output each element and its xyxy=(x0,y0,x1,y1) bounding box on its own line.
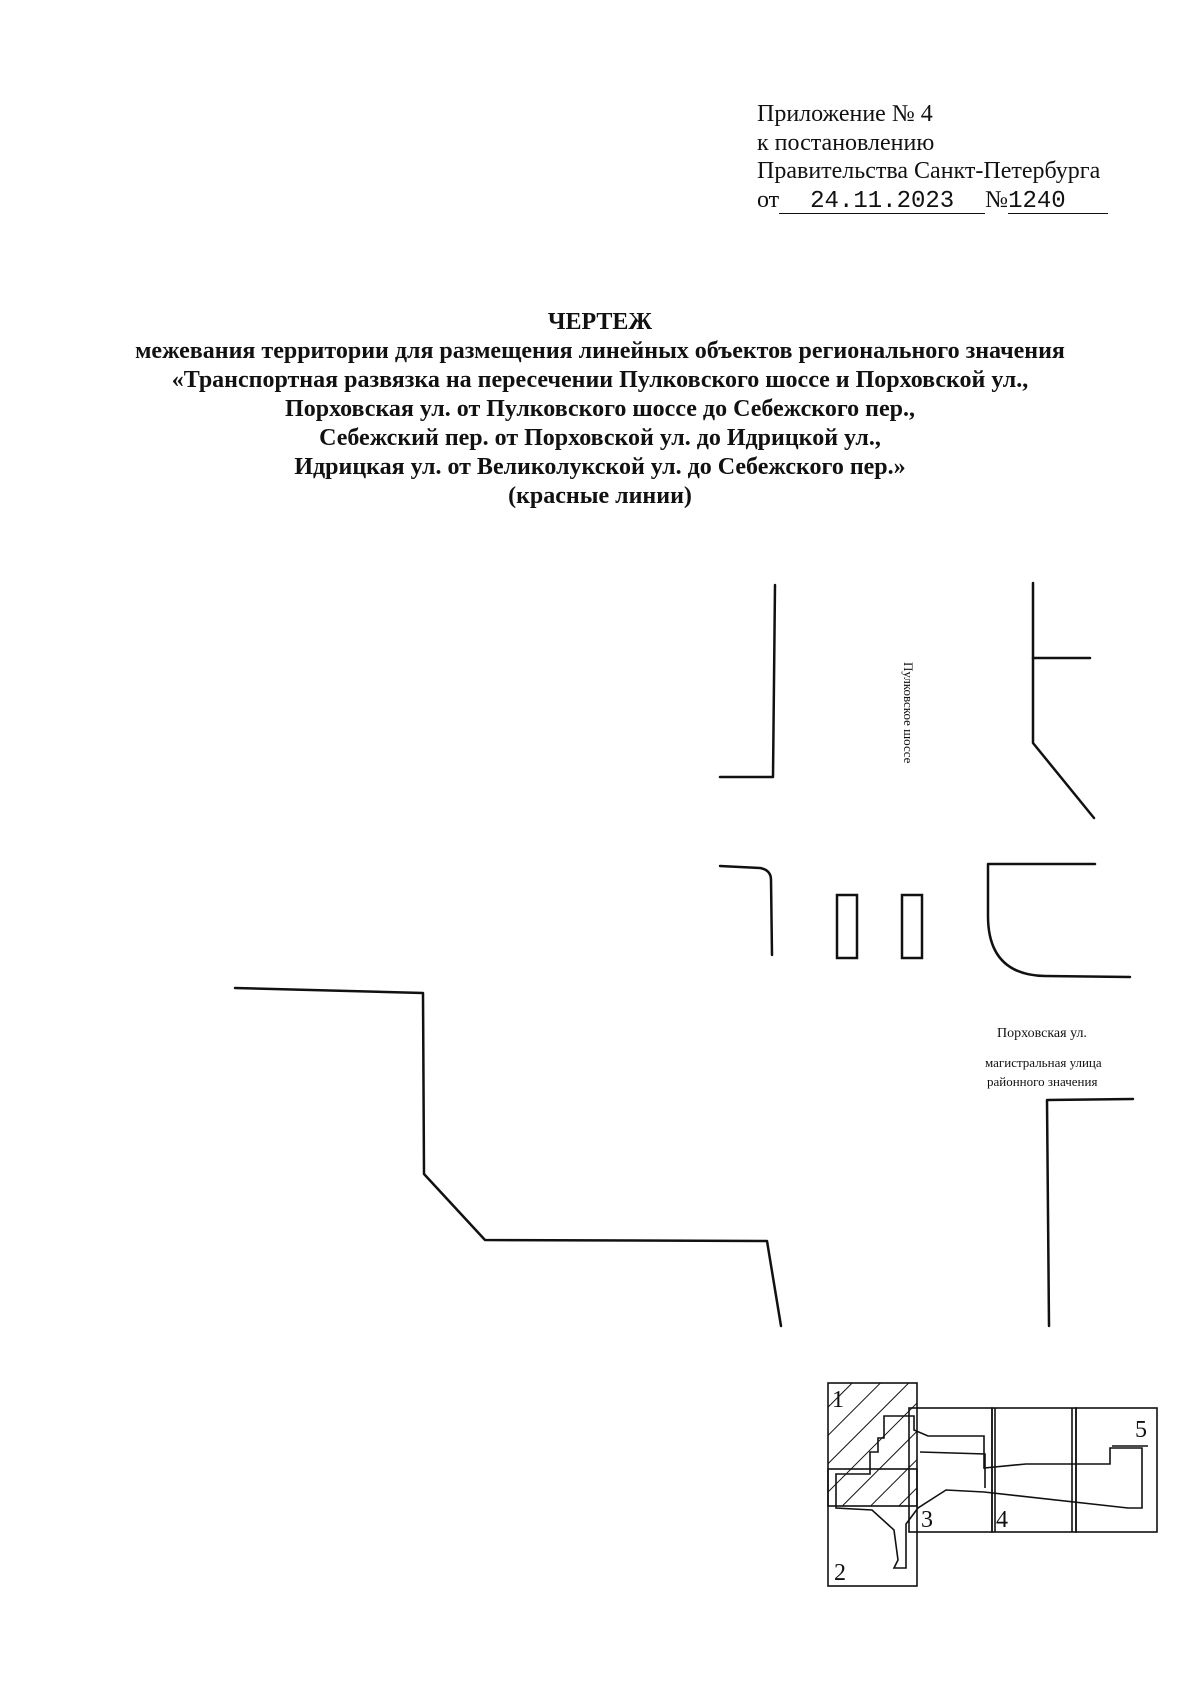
red-lines xyxy=(235,583,1133,1326)
title-line: межевания территории для размещения линейных объектов регионального значения xyxy=(135,338,1065,364)
title-heading: ЧЕРТЕЖ xyxy=(547,309,653,335)
median-island xyxy=(902,895,922,958)
title-line: (красные линии) xyxy=(508,483,692,509)
sheet-number-3: 3 xyxy=(921,1507,933,1533)
sheet-key-map xyxy=(828,1383,1157,1586)
decree-number: 1240 xyxy=(1008,191,1108,214)
red-line-north-west xyxy=(720,585,775,777)
red-line-north-east xyxy=(1033,583,1094,818)
date-prefix: от xyxy=(757,186,780,213)
appendix-authority: Правительства Санкт-Петербурга xyxy=(757,158,1101,184)
title-line: Порховская ул. от Пулковского шоссе до Себежского пер., xyxy=(285,396,915,422)
appendix-reference: к постановлению xyxy=(757,129,935,156)
sheet-number-4: 4 xyxy=(996,1507,1008,1533)
decree-date: 24.11.2023 xyxy=(779,191,985,214)
red-line-central-west xyxy=(720,866,772,955)
median-island xyxy=(837,895,857,958)
red-line-south-west xyxy=(235,988,781,1326)
street-category-line1: магистральная улица xyxy=(985,1055,1102,1070)
title-line: «Транспортная развязка на пересечении Пулковского шоссе и Порховской ул., xyxy=(171,367,1029,393)
sheet-number-5: 5 xyxy=(1135,1417,1147,1443)
street-label-porkhovskaya: Порховская ул. xyxy=(997,1026,1087,1041)
sheet-number-1: 1 xyxy=(832,1387,844,1413)
number-prefix: № xyxy=(985,186,1009,213)
street-category-line2: районного значения xyxy=(987,1074,1098,1089)
sheet-number-2: 2 xyxy=(834,1560,846,1586)
title-line: Идрицкая ул. от Великолукской ул. до Себежского пер.» xyxy=(294,454,906,480)
appendix-number: Приложение № 4 xyxy=(757,101,933,127)
red-line-south-east xyxy=(1047,1099,1133,1326)
red-line-central-east xyxy=(988,864,1130,977)
street-label-pulkovskoe: Пулковское шоссе xyxy=(901,662,916,764)
title-line: Себежский пер. от Порховской ул. до Идрицкой ул., xyxy=(319,425,881,451)
